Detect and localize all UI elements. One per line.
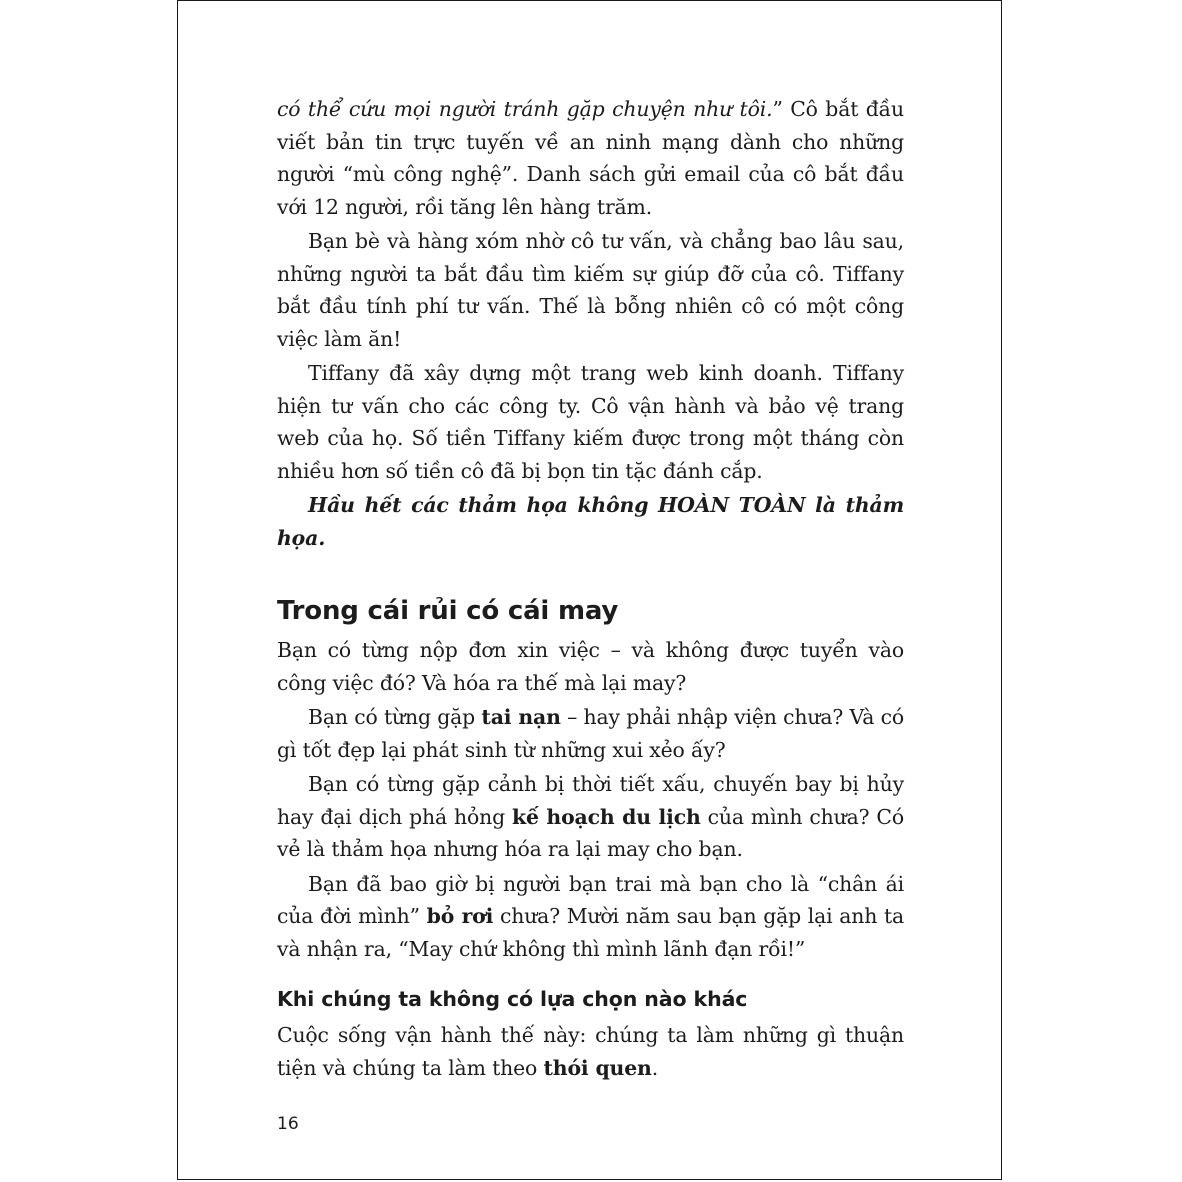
paragraph-9-text-c: . <box>651 1055 659 1080</box>
paragraph-7-text-c: của mình chưa? Có vẻ là thảm họa nhưng hóa ra lại may cho bạn. <box>277 804 904 861</box>
paragraph-1-text: ” Cô bắt đầu viết bản tin trực tuyến về an ninh mạng dành cho những người “mù công nghệ”. Danh sách gửi email của cô bắt đầu với 12 người, rồi tăng lên hàng trăm. <box>277 97 904 219</box>
paragraph-5: Bạn có từng nộp đơn xin việc – và không được tuyển vào công việc đó? Và hóa ra thế mà lại may? <box>277 638 904 695</box>
paragraph-1-italic: có thể cứu mọi người tránh gặp chuyện như tôi. <box>277 97 773 121</box>
paragraph-8 <box>277 868 904 966</box>
paragraph-2: Bạn bè và hàng xóm nhờ cô tư vấn, và chẳng bao lâu sau, những người ta bắt đầu tìm kiếm sự giúp đỡ của cô. Tiffany bắt đầu tính phí tư vấn. Thế là bỗng nhiên cô có một công việc làm ăn! <box>277 229 904 351</box>
subsection-title: Khi chúng ta không có lựa chọn nào khác <box>277 987 748 1011</box>
paragraph-1 <box>277 93 904 223</box>
paragraph-8-text-a: Bạn đã bao giờ bị người bạn trai mà bạn cho là “chân ái của đời mình” <box>277 871 904 928</box>
paragraph-9-bold: thói quen <box>543 1055 652 1080</box>
emphasis-text: Hầu hết các thảm họa không HOÀN TOÀN là thảm họa. <box>277 493 904 550</box>
paragraph-8-text-c: chưa? Mười năm sau bạn gặp lại anh ta và nhận ra, “May chứ không thì mình lãnh đạn rồi!” <box>277 904 905 961</box>
page-number: 16 <box>277 1114 299 1134</box>
paragraph-7-text-a: Bạn có từng gặp cảnh bị thời tiết xấu, chuyến bay bị hủy hay đại dịch phá hỏng <box>277 772 904 829</box>
paragraph-7 <box>277 768 904 866</box>
paragraph-9 <box>277 1019 904 1084</box>
paragraph-6-bold: tai nạn <box>481 705 561 729</box>
section-title: Trong cái rủi có cái may <box>277 596 619 626</box>
paragraph-6-text-a: Bạn có từng gặp <box>308 705 482 729</box>
paragraph-7-bold: kế hoạch du lịch <box>512 804 701 829</box>
paragraph-9-text-a: Cuộc sống vận hành thế này: chúng ta làm những gì thuận tiện và chúng ta làm theo <box>277 1023 904 1080</box>
page-body <box>277 93 904 1086</box>
paragraph-6-text-c: – hay phải nhập viện chưa? Và có gì tốt đẹp lại phát sinh từ những xui xẻo ấy? <box>277 705 904 762</box>
emphasis-line <box>277 489 904 554</box>
paragraph-3: Tiffany đã xây dựng một trang web kinh doanh. Tiffany hiện tư vấn cho các công ty. Cô vận hành và bảo vệ trang web của họ. Số tiền Tiffany kiếm được trong một tháng còn nhiều hơn số tiền cô đã bị bọn tin tặc đánh cắp. <box>277 361 904 483</box>
paragraph-8-bold: bỏ rơi <box>426 904 494 928</box>
paragraph-6 <box>277 701 904 766</box>
